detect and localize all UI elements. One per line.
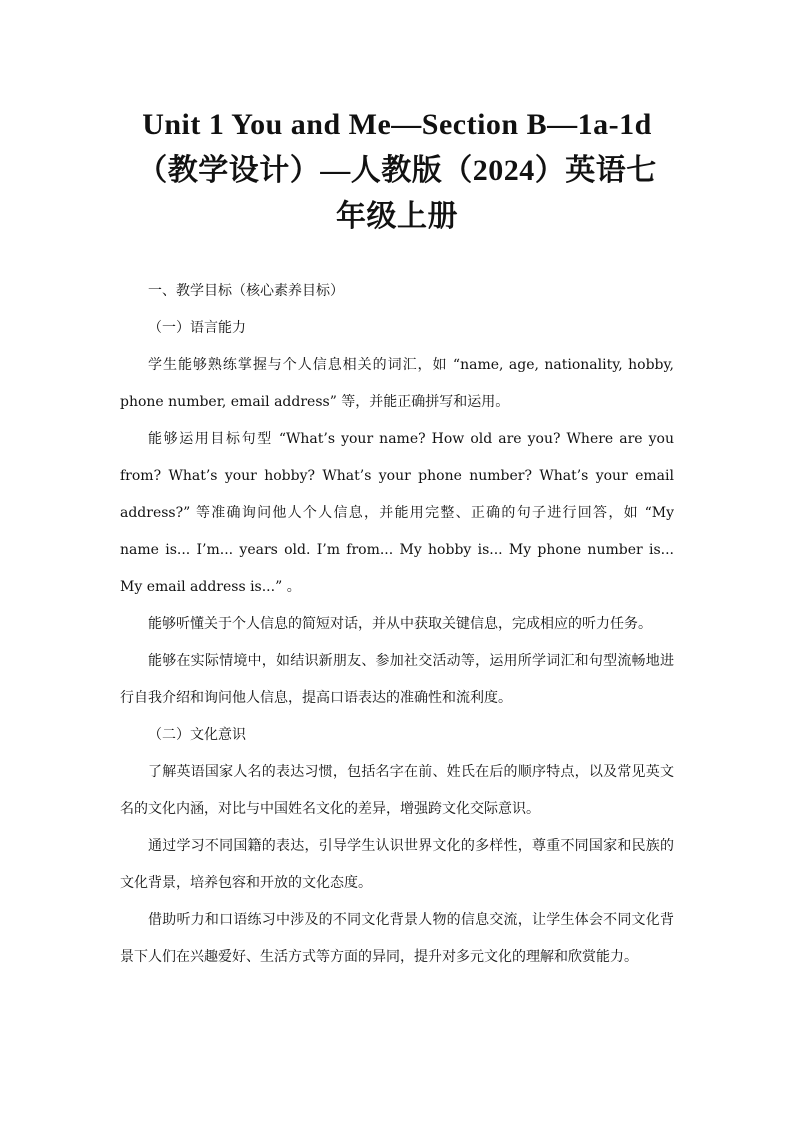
paragraph-listening: 能够听懂关于个人信息的简短对话，并从中获取关键信息，完成相应的听力任务。 <box>148 616 652 632</box>
paragraph-multicultural: 借助听力和口语练习中涉及的不同文化背景人物的信息交流，让学生体会不同文化背景下人们在兴趣爱好、生活方式等方面的异同，提升对多元文化的理解和欣赏能力。 <box>120 912 674 965</box>
document-title <box>120 102 674 240</box>
paragraph-sentence-patterns: 能够运用目标句型 “What’s your name? How old are you? Where are you from? What’s your hobby? What’s your phone number? What’s your email address?” 等准确询问他人个人信息，并能用完整、正确的句子进行回答，如 “My name is... I’m... years old. I’m from... My hobby is... My phone number is... My email address is...” 。 <box>120 431 674 595</box>
title-line-2: （教学设计）—人教版（2024）英语七 <box>137 154 657 187</box>
paragraph-vocabulary: 学生能够熟练掌握与个人信息相关的词汇，如 “name, age, nationality, hobby, phone number, email address” 等，并能正确拼写和运用。 <box>120 357 674 410</box>
paragraph-name-customs: 了解英语国家人名的表达习惯，包括名字在前、姓氏在后的顺序特点，以及常见英文名的文化内涵，对比与中国姓名文化的差异，增强跨文化交际意识。 <box>120 764 674 817</box>
subsection-heading-cultural-awareness: （二）文化意识 <box>148 727 246 743</box>
paragraph-nationality: 通过学习不同国籍的表达，引导学生认识世界文化的多样性，尊重不同国家和民族的文化背景，培养包容和开放的文化态度。 <box>120 838 674 891</box>
subsection-heading-language-ability: （一）语言能力 <box>148 320 246 336</box>
section-heading-teaching-objectives: 一、教学目标（核心素养目标） <box>148 283 344 299</box>
title-line-1: Unit 1 You and Me—Section B—1a-1d <box>142 108 652 141</box>
paragraph-speaking: 能够在实际情境中，如结识新朋友、参加社交活动等，运用所学词汇和句型流畅地进行自我介绍和询问他人信息，提高口语表达的准确性和流利度。 <box>120 653 674 706</box>
title-line-3: 年级上册 <box>336 200 458 233</box>
document-body <box>120 273 674 976</box>
